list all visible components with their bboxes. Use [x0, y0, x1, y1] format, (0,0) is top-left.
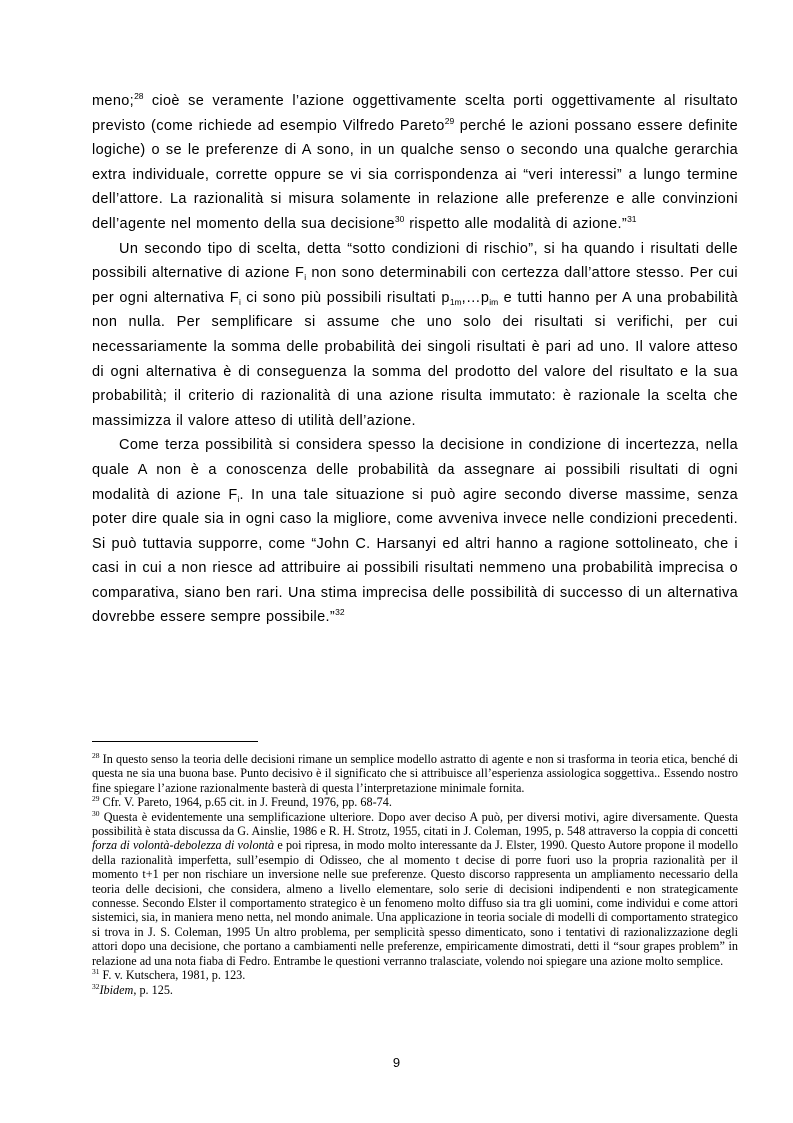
footnote-ref-29[interactable]: 29 — [444, 115, 455, 126]
subscript: 1m — [449, 296, 462, 307]
subscript: i — [238, 296, 241, 307]
footnotes — [92, 752, 738, 997]
footnote-text: , p. 125. — [133, 982, 173, 997]
text-span: Come terza possibilità si considera spesso la decisione in condizione di incertezza, nella quale A non è a conoscenza delle probabilità da assegnare ai possibili risultati di ogni modalità di azione F — [92, 437, 738, 503]
subscript: i — [237, 493, 240, 504]
text-span: non sono determinabili con certezza dall’attore stesso. Per cui per ogni alternativa F — [92, 265, 738, 306]
main-text — [92, 89, 738, 630]
paragraph-3 — [92, 433, 738, 630]
text-span: . In una tale situazione si può agire secondo diverse massime, senza poter dire quale sia in ogni caso la migliore, come avveniva invece nelle condizioni precedenti. Si può tuttavia supporre, come “John C. Harsanyi ed altri hanno a ragione sottolineato, che i casi in cui a non riesce ad attribuire ai possibili risultati nemmeno una probabilità imprecisa o comparativa, siano ben rari. Una stima imprecisa delle possibilità di successo di un alternativa dovrebbe essere sempre possibile.” — [92, 486, 738, 626]
text-span: rispetto alle modalità di azione.” — [404, 215, 628, 232]
footnote-31 — [92, 968, 738, 982]
text-span: perché le azioni possano essere definite logiche) o se le preferenze di A sono, in un qualche senso o secondo una qualche gerarchia extra individuale, corrette oppure se vi sia corrispondenza ai “veri interessi” a lungo termine dell’attore. La razionalità si misura solamente in relazione alle preferenze e alle convinzioni dell’agente nel momento della sua decisione — [92, 117, 738, 232]
footnote-ref-28[interactable]: 28 — [134, 91, 144, 101]
page-number: 9 — [392, 1055, 401, 1070]
paragraph-2 — [92, 237, 738, 434]
text-span: e tutti hanno per A una probabilità non nulla. Per semplificare si assume che uno solo dei risultati si verifichi, per cui necessariamente la somma delle probabilità dei singoli risultati è pari ad uno. Il valore atteso di ogni alternativa è di conseguenza la somma del prodotto del valore del risultato e la sua probabilità; il criterio di razionalità di una azione risulta immutato: è razionale la scelta che massimizza il valore atteso di utilità dell’azione. — [92, 289, 739, 429]
footnote-30 — [92, 810, 738, 968]
subscript: im — [489, 296, 499, 307]
text-span: meno; — [92, 93, 135, 109]
text-span: Un secondo tipo di scelta, detta “sotto condizioni di rischio”, si ha quando i risultati delle possibili alternative di azione F — [92, 240, 738, 282]
footnote-text: e poi ripresa, in modo molto interessante da J. Elster, 1990. Questo Autore propone il modello della razionalità imperfetta, sull’esempio di Odisseo, che al momento t decise di porre fuori uso la propria razionalità per il momento t+1 per non rischiare un inversione nelle sue preferenze. Questo discorso rappresenta un ampliamento necessario della teoria delle decisioni, che considera, almeno a livello elementare, solo serie di decisioni indipendenti e non strategicamente connesse. Secondo Elster il comportamento strategico è un fenomeno molto diffuso sia tra gli uomini, come individui e come attori sistemici, sia, in maniera meno netta, nel mondo animale. Una applicazione in teoria sociale di modelli di comportamento strategico si trova in J. S. Coleman, 1995 Un altro problema, per semplicità spesso dimenticato, sono i tentativi di razionalizzazione degli attori dopo una decisione, che portano a cambiamenti nelle preferenze, empiricamente dimostrati, detti il “sour grapes problem” in relazione ad una nota fiaba di Fedro. Entrambe le questioni verranno tralasciate, volendo noi spiegare una azione molto semplice. — [92, 838, 738, 968]
footnote-text: F. v. Kutschera, 1981, p. 123. — [99, 968, 246, 983]
text-span: cioè se veramente l’azione oggettivamente scelta porti oggettivamente al risultato previsto (come richiede ad esempio Vilfredo Pareto — [92, 93, 738, 134]
footnote-number: 31 — [92, 967, 100, 977]
subscript: i — [304, 272, 307, 283]
footnote-29 — [92, 795, 738, 809]
text-span: ci sono più possibili risultati p — [240, 289, 450, 306]
paragraph-1 — [92, 89, 738, 237]
footnote-separator — [92, 741, 258, 742]
footnote-number: 29 — [92, 794, 100, 804]
footnote-italic: forza di volontà-debolezza di volontà — [92, 838, 275, 853]
footnote-number: 32 — [92, 981, 100, 991]
footnote-text: In questo senso la teoria delle decisioni rimane un semplice modello astratto di agente e non si trasforma in teoria etica, benché di questa ne sia una buona base. Punto decisivo è il significato che si attribuisce all’esperienza assiologica soggettiva.. Essendo nostro fine spiegare l’azione razionalmente basterà di questa l’interpretazione minimale fornita. — [92, 752, 738, 795]
text-span: ,…p — [461, 289, 490, 306]
footnote-text: Cfr. V. Pareto, 1964, p.65 cit. in J. Freund, 1976, pp. 68-74. — [99, 795, 392, 810]
footnote-number: 30 — [92, 808, 100, 818]
footnote-italic: Ibidem — [99, 982, 134, 997]
footnote-28 — [92, 752, 738, 795]
footnote-number: 28 — [92, 751, 100, 760]
footnote-ref-30[interactable]: 30 — [394, 213, 405, 224]
footnote-ref-32[interactable]: 32 — [335, 607, 345, 618]
footnote-ref-31[interactable]: 31 — [627, 213, 637, 224]
footnote-text: Questa è evidentemente una semplificazione ulteriore. Dopo aver deciso A può, per diversi motivi, agire diversamente. Questa possibilità è stata discussa da G. Ainslie, 1986 e R. H. Strotz, 1955, citati in J. Coleman, 1995, p. 548 attraverso la coppia di concetti — [92, 809, 738, 839]
footnote-32 — [92, 983, 738, 997]
